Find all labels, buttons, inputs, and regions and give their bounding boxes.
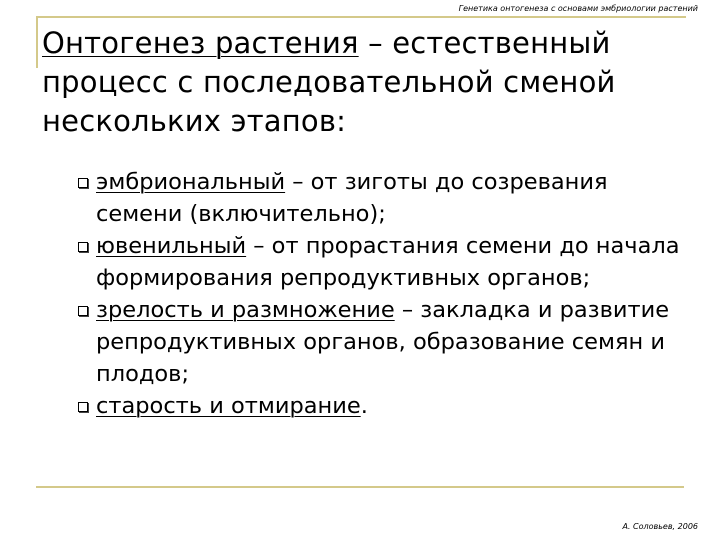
stage-description: – от прорастания семени до начала формирования репродуктивных органов; xyxy=(96,233,680,291)
title-term: Онтогенез растения xyxy=(42,26,359,60)
list-item-embryonic xyxy=(78,166,688,230)
checkbox-square-icon xyxy=(78,402,88,412)
slide-title xyxy=(42,24,682,141)
list-item-juvenile xyxy=(78,230,688,294)
stage-term: ювенильный xyxy=(96,233,247,259)
stage-term: старость и отмирание xyxy=(96,393,361,419)
checkbox-square-icon xyxy=(78,306,88,316)
list-item-maturity xyxy=(78,294,688,390)
list-item-senescence xyxy=(78,390,688,422)
bottom-divider xyxy=(36,486,684,488)
checkbox-square-icon xyxy=(78,242,88,252)
checkbox-square-icon xyxy=(78,178,88,188)
stage-term: эмбриональный xyxy=(96,169,286,195)
stage-description: – от зиготы до созревания семени (включительно); xyxy=(96,169,608,227)
stage-description: – закладка и развитие репродуктивных органов, образование семян и плодов; xyxy=(96,297,670,387)
stage-term: зрелость и размножение xyxy=(96,297,395,323)
header-note: Генетика онтогенеза с основами эмбриологии растений xyxy=(458,4,698,13)
stage-description: . xyxy=(360,393,368,419)
title-rest: – естественный процесс с последовательной сменой нескольких этапов: xyxy=(42,26,616,138)
stages-list xyxy=(78,166,688,422)
footer-author: А. Соловьев, 2006 xyxy=(622,522,698,531)
